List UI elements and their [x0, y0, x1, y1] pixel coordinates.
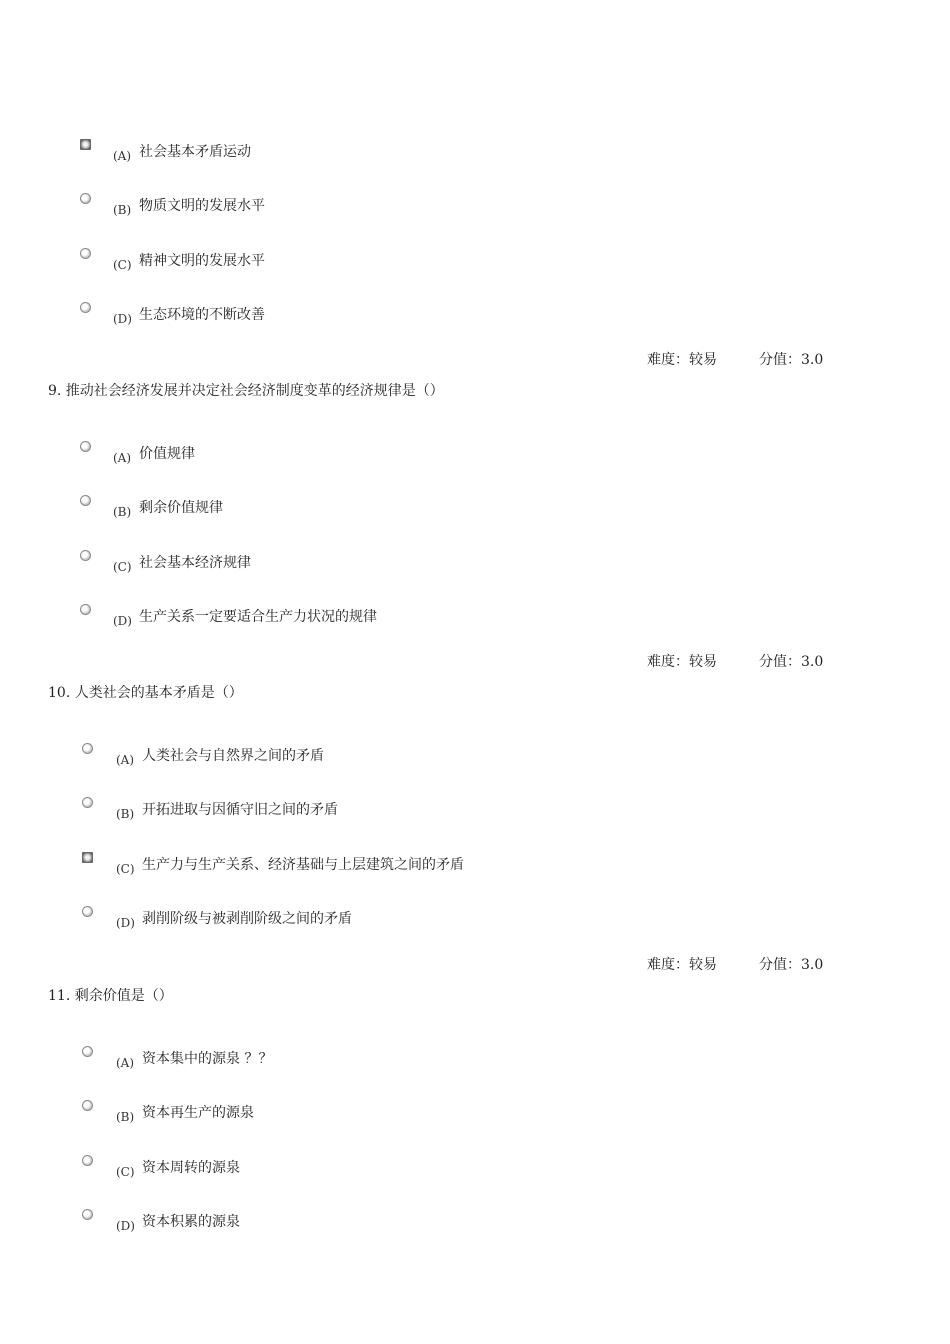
radio-option-c[interactable] — [80, 550, 91, 561]
radio-option-c[interactable] — [82, 852, 93, 863]
radio-option-b[interactable] — [80, 193, 91, 204]
score-label: 分值：3.0 — [759, 352, 824, 368]
option-letter: (D) — [113, 614, 132, 628]
option-text: 资本周转的源泉 — [142, 1160, 240, 1176]
radio-option-d[interactable] — [80, 604, 91, 615]
option-text: 剥削阶级与被剥削阶级之间的矛盾 — [142, 911, 352, 927]
option-text: 生产力与生产关系、经济基础与上层建筑之间的矛盾 — [142, 857, 464, 873]
radio-option-d[interactable] — [82, 906, 93, 917]
difficulty-label: 难度：较易 — [647, 957, 717, 973]
option-letter: (C) — [116, 1165, 135, 1179]
radio-option-d[interactable] — [82, 1209, 93, 1220]
option-text: 生产关系一定要适合生产力状况的规律 — [139, 609, 377, 625]
radio-option-a[interactable] — [82, 1046, 93, 1057]
radio-option-c[interactable] — [80, 248, 91, 259]
option-letter: (A) — [113, 451, 132, 465]
option-text: 人类社会与自然界之间的矛盾 — [142, 748, 324, 764]
option-letter: (C) — [116, 862, 135, 876]
option-text: 生态环境的不断改善 — [139, 307, 265, 323]
score-label: 分值：3.0 — [759, 654, 824, 670]
option-text: 社会基本矛盾运动 — [139, 144, 251, 160]
option-letter: (B) — [113, 203, 132, 217]
radio-option-b[interactable] — [82, 797, 93, 808]
option-letter: (B) — [116, 807, 135, 821]
option-text: 开拓进取与因循守旧之间的矛盾 — [142, 802, 338, 818]
option-letter: (B) — [116, 1110, 135, 1124]
question-title: 11. 剩余价值是（） — [48, 988, 173, 1004]
option-letter: (D) — [116, 1219, 135, 1233]
question-title: 9. 推动社会经济发展并决定社会经济制度变革的经济规律是（） — [48, 383, 444, 399]
question-title: 10. 人类社会的基本矛盾是（） — [48, 685, 243, 701]
option-text: 资本积累的源泉 — [142, 1214, 240, 1230]
option-text: 物质文明的发展水平 — [139, 198, 265, 214]
option-letter: (C) — [113, 258, 132, 272]
difficulty-label: 难度：较易 — [647, 654, 717, 670]
option-letter: (D) — [116, 916, 135, 930]
option-letter: (D) — [113, 312, 132, 326]
option-letter: (A) — [116, 1056, 135, 1070]
radio-option-b[interactable] — [80, 495, 91, 506]
option-text: 资本集中的源泉 ？？ — [142, 1051, 273, 1067]
option-letter: (A) — [116, 753, 135, 767]
radio-option-d[interactable] — [80, 302, 91, 313]
score-label: 分值：3.0 — [759, 957, 824, 973]
option-text: 精神文明的发展水平 — [139, 253, 265, 269]
radio-option-b[interactable] — [82, 1100, 93, 1111]
radio-option-c[interactable] — [82, 1155, 93, 1166]
option-letter: (C) — [113, 560, 132, 574]
option-letter: (A) — [113, 149, 132, 163]
option-text: 剩余价值规律 — [139, 500, 223, 516]
difficulty-label: 难度：较易 — [647, 352, 717, 368]
option-text: 资本再生产的源泉 — [142, 1105, 254, 1121]
radio-option-a[interactable] — [82, 743, 93, 754]
option-letter: (B) — [113, 505, 132, 519]
radio-option-a[interactable] — [80, 441, 91, 452]
radio-option-a[interactable] — [80, 139, 91, 150]
option-text: 价值规律 — [139, 446, 195, 462]
option-text: 社会基本经济规律 — [139, 555, 251, 571]
